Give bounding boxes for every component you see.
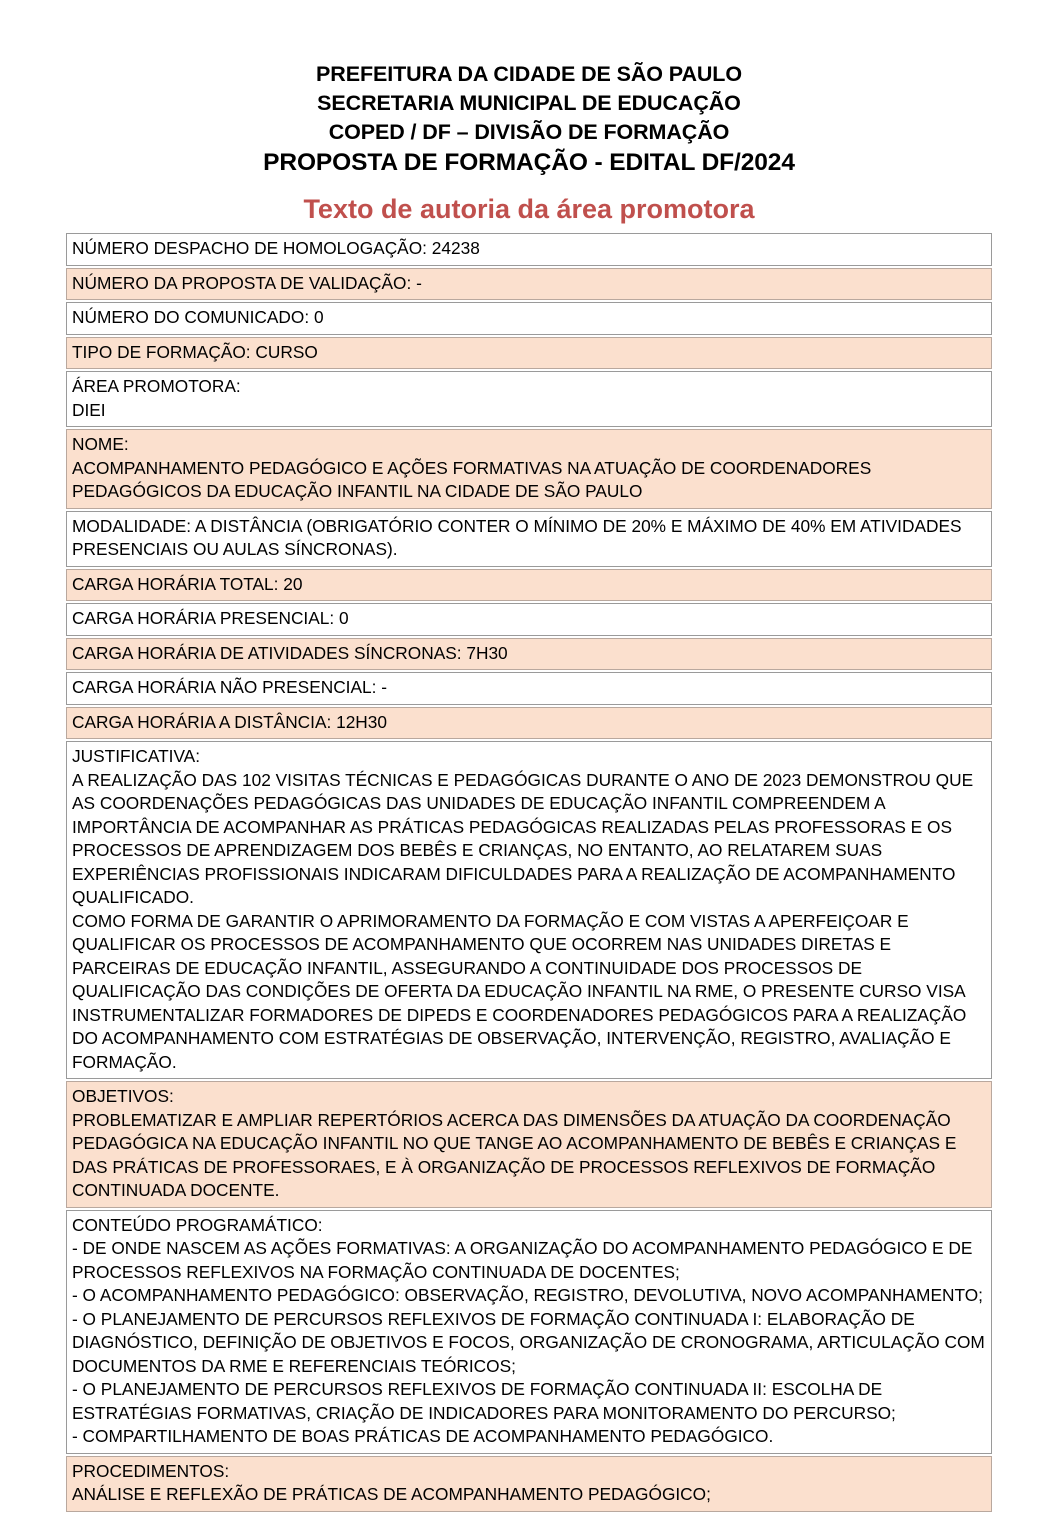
row-carga-horaria-sincronas: CARGA HORÁRIA DE ATIVIDADES SÍNCRONAS: 7H30 [66,638,992,671]
conteudo-item: - O PLANEJAMENTO DE PERCURSOS REFLEXIVOS DE FORMAÇÃO CONTINUADA I: ELABORAÇÃO DE DIAGNÓSTICO, DEFINIÇÃO DE OBJETIVOS E FOCOS, ORGANIZAÇÃO DE CRONOGRAMA, ARTICULAÇÃO COM DOCUMENTOS DA RME E REFERENCIAIS TEÓRICOS; [72,1308,985,1376]
header-line-proposta: PROPOSTA DE FORMAÇÃO - EDITAL DF/2024 [263,149,795,176]
table-row [66,1456,992,1512]
banner-title: Texto de autoria da área promotora [303,194,755,224]
table-row [66,1210,992,1454]
table-row [66,741,992,1079]
banner-cell [66,189,992,231]
row-carga-horaria-total: CARGA HORÁRIA TOTAL: 20 [66,569,992,602]
row-carga-horaria-presencial: CARGA HORÁRIA PRESENCIAL: 0 [66,603,992,636]
procedimentos-label: PROCEDIMENTOS: [72,1460,230,1481]
table-row [66,638,992,671]
row-numero-comunicado: NÚMERO DO COMUNICADO: 0 [66,302,992,335]
row-tipo-formacao: TIPO DE FORMAÇÃO: CURSO [66,337,992,370]
objetivos-text: PROBLEMATIZAR E AMPLIAR REPERTÓRIOS ACERCA DAS DIMENSÕES DA ATUAÇÃO DA COORDENAÇÃO PEDAGÓGICA NA EDUCAÇÃO INFANTIL NO QUE TANGE AO ACOMPANHAMENTO DE BEBÊS E CRIANÇAS E DAS PRÁTICAS DE PROFESSORAES, E À ORGANIZAÇÃO DE PROCESSOS REFLEXIVOS DE FORMAÇÃO CONTINUADA DOCENTE. [72,1109,957,1200]
objetivos-label: OBJETIVOS: [72,1086,174,1106]
banner-row [66,189,992,231]
justificativa-paragraph-1: A REALIZAÇÃO DAS 102 VISITAS TÉCNICAS E PEDAGÓGICAS DURANTE O ANO DE 2023 DEMONSTROU QUE AS COORDENAÇÕES PEDAGÓGICAS DAS UNIDADES DE EDUCAÇÃO INFANTIL COMPREENDEM A IMPORTÂNCIA DE ACOMPANHAR AS PRÁTICAS PEDAGÓGICAS REALIZADAS PELAS PROFESSORAS E OS PROCESSOS DE APRENDIZAGEM DOS BEBÊS E CRIANÇAS, NO ENTANTO, AO RELATAREM SUAS EXPERIÊNCIAS PROFISSIONAIS INDICARAM DIFICULDADES PARA A REALIZAÇÃO DE ACOMPANHAMENTO QUALIFICADO. [72,769,974,907]
row-despacho-homologacao: NÚMERO DESPACHO DE HOMOLOGAÇÃO: 24238 [66,233,992,266]
row-numero-proposta-validacao: NÚMERO DA PROPOSTA DE VALIDAÇÃO: - [66,268,992,301]
table-row [66,302,992,335]
table-row [66,233,992,266]
row-objetivos [66,1081,992,1208]
nome-value: ACOMPANHAMENTO PEDAGÓGICO E AÇÕES FORMATIVAS NA ATUAÇÃO DE COORDENADORES PEDAGÓGICOS DA EDUCAÇÃO INFANTIL NA CIDADE DE SÃO PAULO [72,457,872,501]
row-nome [66,429,992,509]
area-promotora-label: ÁREA PROMOTORA: [72,376,241,396]
document-header [0,0,1058,179]
table-row [66,429,992,509]
row-carga-horaria-nao-presencial: CARGA HORÁRIA NÃO PRESENCIAL: - [66,672,992,705]
conteudo-item: - DE ONDE NASCEM AS AÇÕES FORMATIVAS: A ORGANIZAÇÃO DO ACOMPANHAMENTO PEDAGÓGICO E DE PROCESSOS REFLEXIVOS NA FORMAÇÃO CONTINUADA DE DOCENTES; [72,1238,973,1282]
table-row [66,672,992,705]
table-row [66,1081,992,1208]
proposta-form-table [66,187,992,1514]
justificativa-label: JUSTIFICATIVA: [72,746,201,766]
table-row [66,511,992,567]
table-row [66,569,992,602]
table-row [66,603,992,636]
row-modalidade: MODALIDADE: A DISTÂNCIA (OBRIGATÓRIO CONTER O MÍNIMO DE 20% E MÁXIMO DE 40% EM ATIVIDADES PRESENCIAIS OU AULAS SÍNCRONAS). [66,511,992,567]
header-line-prefeitura: PREFEITURA DA CIDADE DE SÃO PAULO [316,62,742,86]
row-procedimentos [66,1456,992,1512]
table-row [66,707,992,740]
row-carga-horaria-distancia: CARGA HORÁRIA A DISTÂNCIA: 12H30 [66,707,992,740]
table-row [66,268,992,301]
header-line-secretaria: SECRETARIA MUNICIPAL DE EDUCAÇÃO [317,91,741,115]
conteudo-item: - COMPARTILHAMENTO DE BOAS PRÁTICAS DE ACOMPANHAMENTO PEDAGÓGICO. [72,1426,774,1446]
row-justificativa [66,741,992,1079]
justificativa-paragraph-2: COMO FORMA DE GARANTIR O APRIMORAMENTO DA FORMAÇÃO E COM VISTAS A APERFEIÇOAR E QUALIFICAR OS PROCESSOS DE ACOMPANHAMENTO QUE OCORREM NAS UNIDADES DIRETAS E PARCEIRAS DE EDUCAÇÃO INFANTIL, ASSEGURANDO A CONTINUIDADE DOS PROCESSOS DE QUALIFICAÇÃO DAS CONDIÇÕES DE OFERTA DA EDUCAÇÃO INFANTIL NA RME, O PRESENTE CURSO VISA INSTRUMENTALIZAR FORMADORES DE DIPEDS E COORDENADORES PEDAGÓGICOS PARA A REALIZAÇÃO DO ACOMPANHAMENTO COM ESTRATÉGIAS DE OBSERVAÇÃO, INTERVENÇÃO, REGISTRO, AVALIAÇÃO E FORMAÇÃO. [72,910,967,1072]
header-line-coped: COPED / DF – DIVISÃO DE FORMAÇÃO [328,120,730,144]
row-area-promotora [66,371,992,427]
conteudo-label: CONTEÚDO PROGRAMÁTICO: [72,1214,323,1235]
table-row [66,337,992,370]
conteudo-item: - O PLANEJAMENTO DE PERCURSOS REFLEXIVOS DE FORMAÇÃO CONTINUADA II: ESCOLHA DE ESTRATÉGIAS FORMATIVAS, CRIAÇÃO DE INDICADORES PARA MONITORAMENTO DO PERCURSO; [72,1379,896,1423]
table-row [66,371,992,427]
area-promotora-value: DIEI [72,399,106,420]
conteudo-item: - O ACOMPANHAMENTO PEDAGÓGICO: OBSERVAÇÃO, REGISTRO, DEVOLUTIVA, NOVO ACOMPANHAMENTO; [72,1285,983,1305]
nome-label: NOME: [72,434,129,454]
row-conteudo-programatico [66,1210,992,1454]
procedimentos-text: ANÁLISE E REFLEXÃO DE PRÁTICAS DE ACOMPANHAMENTO PEDAGÓGICO; [72,1484,711,1504]
